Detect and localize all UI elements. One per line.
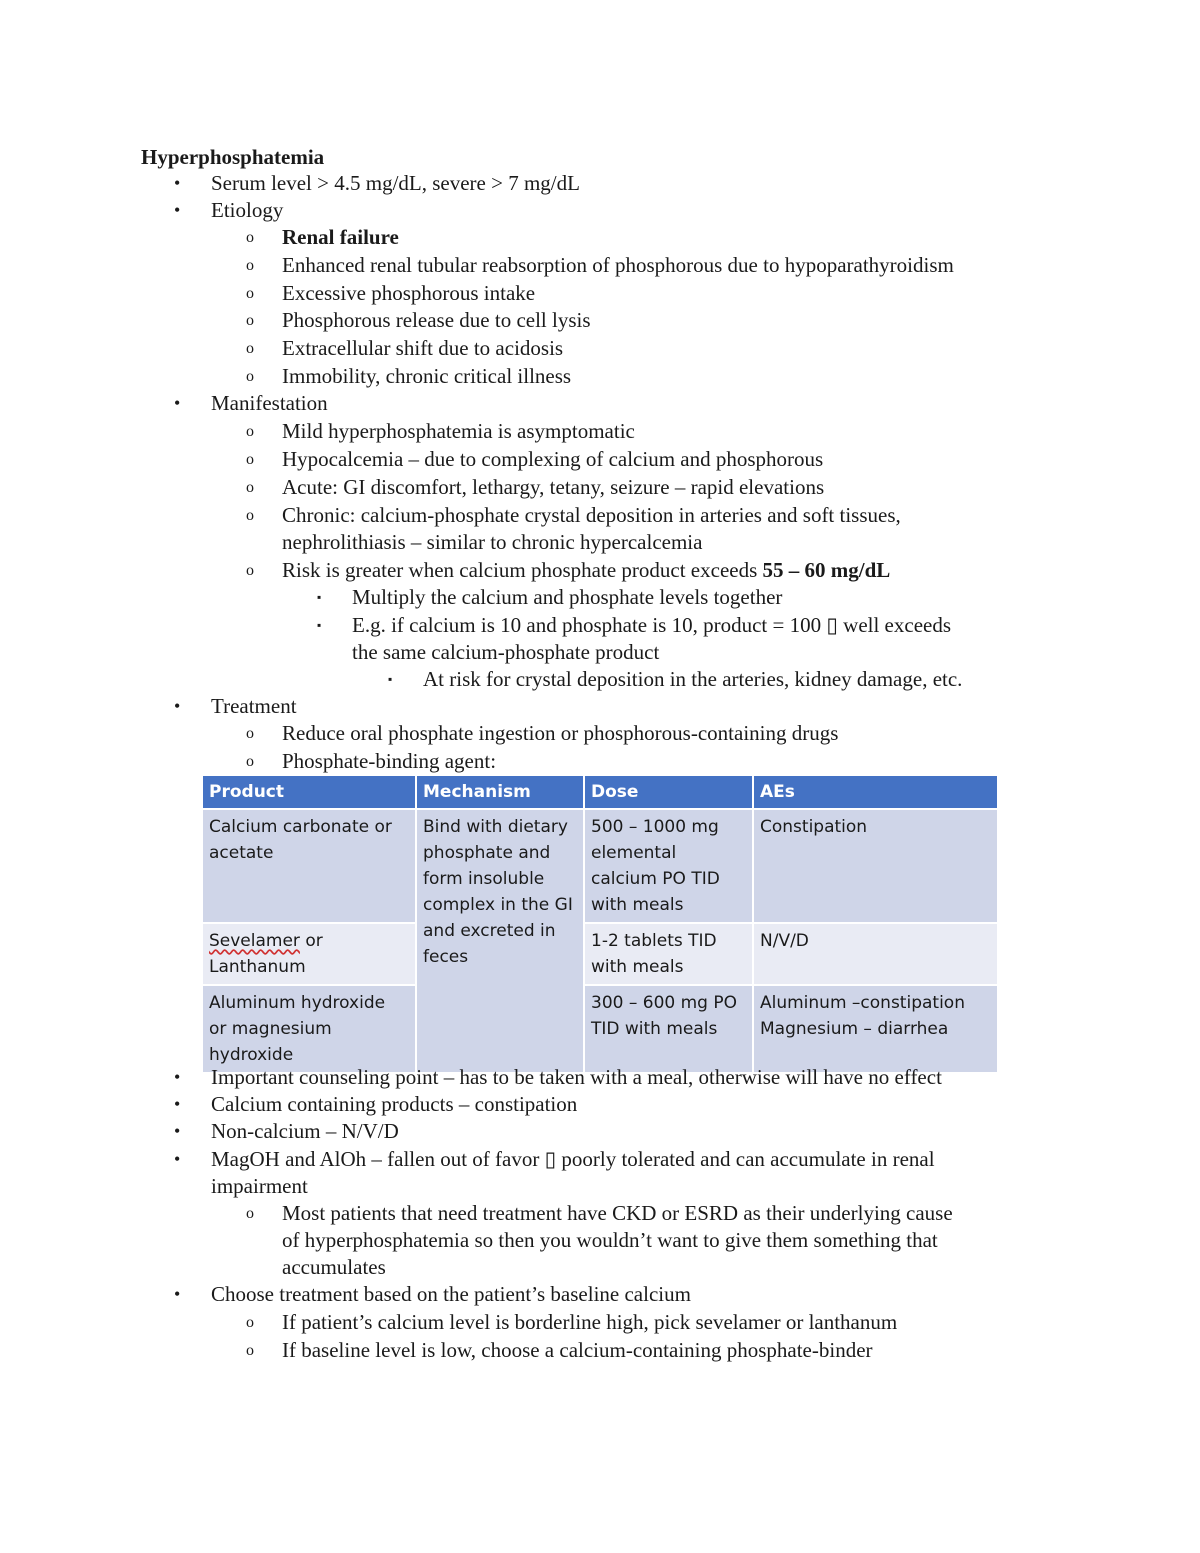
cell-line: elemental [591,843,677,863]
cell-line: Magnesium – diarrhea [760,1019,949,1039]
phosphate-binder-table [203,776,997,1072]
bullet-marker: o [246,753,254,770]
table-row [203,985,997,1072]
bullet-marker: ▪ [388,672,393,686]
cell-line: Bind with dietary [423,817,568,837]
cell-line: form insoluble [423,869,545,889]
cell-line: Aluminum –constipation [760,993,965,1013]
list-item: Treatment [211,694,297,718]
cell-line: 300 – 600 mg PO [591,993,737,1013]
product-cell [203,985,416,1072]
bullet-marker: o [246,285,254,302]
list-item: If patient’s calcium level is borderline high, pick sevelamer or lanthanum [282,1310,898,1334]
list-item: Chronic: calcium-phosphate crystal deposition in arteries and soft tissues, [282,503,901,527]
cell-line: or magnesium [209,1019,332,1039]
aes-cell [753,985,997,1072]
list-item: Hypocalcemia – due to complexing of calcium and phosphorous [282,447,824,471]
list-item: Immobility, chronic critical illness [282,364,572,388]
cell-line: 500 – 1000 mg [591,817,719,837]
list-item: Phosphorous release due to cell lysis [282,308,591,332]
list-item: Serum level > 4.5 mg/dL, severe > 7 mg/dL [211,171,580,195]
cell-line: feces [423,947,469,967]
bullet-marker: o [246,229,254,246]
list-item: Excessive phosphorous intake [282,281,536,305]
dose-cell [584,923,753,985]
bullet-marker: o [246,423,254,440]
column-header: AEs [753,776,997,809]
column-header: Mechanism [416,776,584,809]
list-item: Manifestation [211,391,328,415]
aes-cell [753,923,997,985]
column-header: Product [203,776,416,809]
column-header: Dose [584,776,753,809]
list-item: Etiology [211,198,284,222]
aes-cell [753,809,997,923]
list-item: MagOH and AlOh – fallen out of favor ▯ poorly tolerated and can accumulate in renal [211,1147,935,1171]
list-item-continuation: nephrolithiasis – similar to chronic hypercalcemia [282,530,703,554]
list-item: Most patients that need treatment have CKD or ESRD as their underlying cause [282,1201,953,1225]
spellcheck-word: Sevelamer [209,931,300,951]
list-item [282,557,890,584]
mechanism-cell [416,809,584,1072]
list-item-continuation: impairment [211,1174,308,1198]
bullet-marker: o [246,1342,254,1359]
list-item: If baseline level is low, choose a calcium-containing phosphate-binder [282,1338,873,1362]
dose-cell [584,809,753,923]
cell-line: hydroxide [209,1045,294,1065]
bullet-marker: o [246,562,254,579]
product-cell [203,923,416,985]
list-item: At risk for crystal deposition in the arteries, kidney damage, etc. [423,667,963,691]
list-item: Enhanced renal tubular reabsorption of phosphorous due to hypoparathyroidism [282,253,954,277]
cell-line: phosphate and [423,843,551,863]
list-item-continuation: the same calcium-phosphate product [352,640,660,664]
cell-line: Aluminum hydroxide [209,993,386,1013]
cell-line: with meals [591,957,684,977]
bullet-marker: o [246,340,254,357]
table-header-row [203,776,997,809]
list-item-continuation: accumulates [282,1255,386,1279]
bullet-marker: o [246,257,254,274]
list-item: Choose treatment based on the patient’s baseline calcium [211,1282,691,1306]
bullet-marker: • [174,1094,181,1114]
list-item: Reduce oral phosphate ingestion or phosphorous-containing drugs [282,721,839,745]
list-item: Extracellular shift due to acidosis [282,336,564,360]
bullet-marker: o [246,368,254,385]
list-item: Mild hyperphosphatemia is asymptomatic [282,419,635,443]
bullet-marker: • [174,173,181,193]
table-row [203,923,997,985]
cell-line: TID with meals [591,1019,718,1039]
bullet-marker: • [174,1284,181,1304]
bullet-marker: • [174,1149,181,1169]
list-item: Acute: GI discomfort, lethargy, tetany, seizure – rapid elevations [282,475,825,499]
cell-line [209,928,409,954]
bullet-marker: • [174,200,181,220]
bullet-marker: • [174,1121,181,1141]
table-row [203,809,997,923]
emphasis-text: 55 – 60 mg/dL [762,558,891,582]
cell-line: calcium PO TID [591,869,720,889]
list-item: Multiply the calcium and phosphate levels together [352,585,783,609]
cell-line: N/V/D [760,931,809,951]
document-title: Hyperphosphatemia [141,145,325,169]
cell-line: 1-2 tablets TID [591,931,717,951]
bullet-marker: o [246,451,254,468]
bullet-marker: ▪ [317,590,322,604]
cell-line: acetate [209,843,274,863]
list-item: Non-calcium – N/V/D [211,1119,399,1143]
bullet-marker: o [246,312,254,329]
list-item: Important counseling point – has to be taken with a meal, otherwise will have no effect [211,1065,942,1089]
cell-line: and excreted in [423,921,556,941]
bullet-marker: o [246,725,254,742]
list-item-continuation: of hyperphosphatemia so then you wouldn’t want to give them something that [282,1228,938,1252]
cell-line: with meals [591,895,684,915]
bullet-marker: ▪ [317,618,322,632]
dose-cell [584,985,753,1072]
bullet-marker: o [246,479,254,496]
bullet-marker: o [246,1205,254,1222]
list-item-text: Risk is greater when calcium phosphate product exceeds [282,558,763,582]
bullet-marker: • [174,696,181,716]
list-item: E.g. if calcium is 10 and phosphate is 10, product = 100 ▯ well exceeds [352,613,952,637]
list-item: Renal failure [282,225,399,249]
cell-line: Lanthanum [209,957,306,977]
product-cell [203,809,416,923]
cell-line: Calcium carbonate or [209,817,392,837]
cell-text: or [299,931,323,951]
list-item: Phosphate-binding agent: [282,749,497,773]
cell-line: complex in the GI [423,895,573,915]
bullet-marker: • [174,393,181,413]
cell-line: Constipation [760,817,868,837]
list-item: Calcium containing products – constipation [211,1092,578,1116]
bullet-marker: o [246,1314,254,1331]
bullet-marker: • [174,1067,181,1087]
bullet-marker: o [246,507,254,524]
